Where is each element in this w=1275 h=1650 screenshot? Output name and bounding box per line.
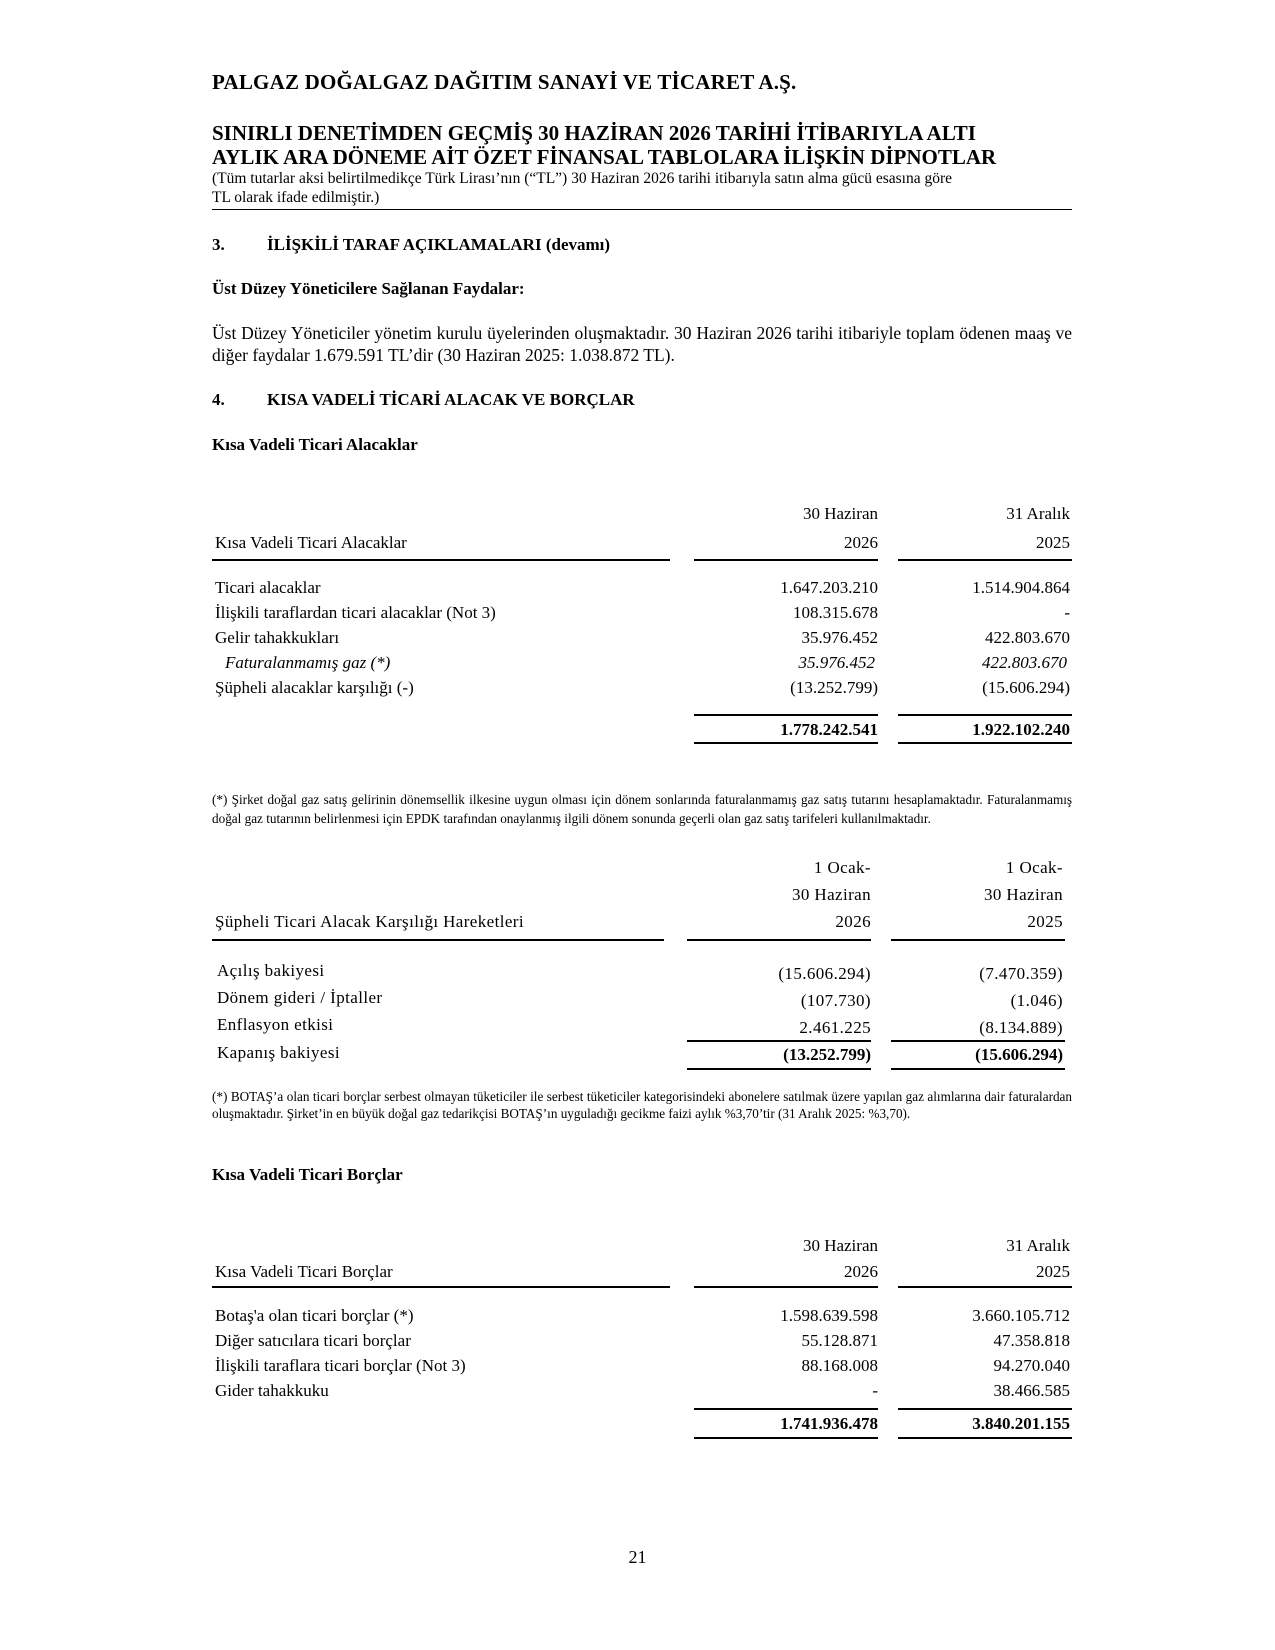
- payables-row-label: İlişkili taraflara ticari borçlar (Not 3): [215, 1356, 466, 1375]
- doubtful-label-header: Şüpheli Ticari Alacak Karşılığı Hareketleri: [215, 912, 524, 931]
- payables-header-rule-label: [212, 1286, 670, 1288]
- receivables-total-rule-bottom-col2: [898, 742, 1072, 744]
- receivables-row-label: Gelir tahakkukları: [215, 628, 340, 647]
- doubtful-row-value-2026: (107.730): [800, 991, 871, 1010]
- payables-total-rule-bottom-col2: [898, 1437, 1072, 1439]
- doubtful-row-label: Enflasyon etkisi: [217, 1015, 334, 1034]
- payables-total-2026: 1.741.936.478: [780, 1414, 878, 1433]
- receivables-col1-header-2: 2026: [844, 533, 878, 552]
- title-line-2: AYLIK ARA DÖNEME AİT ÖZET FİNANSAL TABLOLARA İLİŞKİN DİPNOTLAR: [212, 145, 997, 169]
- receivables-col2-header-1: 31 Aralık: [1006, 504, 1070, 523]
- payables-col2-header-1: 31 Aralık: [1006, 1236, 1070, 1255]
- section-4-title: KISA VADELİ TİCARİ ALACAK VE BORÇLAR: [267, 390, 635, 409]
- receivables-subtitle: Kısa Vadeli Ticari Alacaklar: [212, 435, 418, 454]
- doubtful-row-label: Açılış bakiyesi: [217, 961, 325, 980]
- receivables-header-rule-col2: [898, 559, 1072, 561]
- doubtful-row-value-2025: (1.046): [1010, 991, 1063, 1010]
- doubtful-col2-header-1: 1 Ocak-: [1005, 858, 1063, 877]
- doubtful-row-value-2026: (15.606.294): [778, 964, 871, 983]
- receivables-row-label: Şüpheli alacaklar karşılığı (-): [215, 678, 414, 697]
- payables-total-2025: 3.840.201.155: [972, 1414, 1070, 1433]
- receivables-row-label: Ticari alacaklar: [215, 578, 321, 597]
- payables-total-rule-top-col1: [694, 1408, 878, 1410]
- receivables-header-rule-label: [212, 559, 670, 561]
- currency-note: [212, 169, 1072, 207]
- section-4-heading: [212, 390, 635, 410]
- payables-label-header: Kısa Vadeli Ticari Borçlar: [215, 1262, 393, 1281]
- section-3-title: İLİŞKİLİ TARAF AÇIKLAMALARI (devamı): [267, 235, 611, 254]
- payables-subtitle: Kısa Vadeli Ticari Borçlar: [212, 1165, 403, 1184]
- doubtful-header-rule-col2: [891, 939, 1065, 941]
- section-3-heading: [212, 235, 610, 255]
- payables-row-value-2026: 55.128.871: [801, 1331, 878, 1350]
- receivables-total-rule-bottom-col1: [694, 742, 878, 744]
- doubtful-total-rule-top-col2: [891, 1040, 1065, 1042]
- receivables-row-value-2025-sub: 422.803.670: [982, 653, 1067, 672]
- doubtful-col1-header-1: 1 Ocak-: [813, 858, 871, 877]
- payables-row-value-2026: 1.598.639.598: [780, 1306, 878, 1325]
- doubtful-col1-header-3: 2026: [835, 912, 871, 931]
- receivables-row-value-2026: 108.315.678: [793, 603, 878, 622]
- section-4-number: 4.: [212, 390, 225, 409]
- doubtful-total-2025: (15.606.294): [975, 1045, 1063, 1064]
- receivables-header-rule-col1: [694, 559, 878, 561]
- receivables-col2-header-2: 2025: [1036, 533, 1070, 552]
- receivables-label-header: Kısa Vadeli Ticari Alacaklar: [215, 533, 407, 552]
- receivables-row-label: İlişkili taraflardan ticari alacaklar (Not 3): [215, 603, 496, 622]
- section-3-subtitle: Üst Düzey Yöneticilere Sağlanan Faydalar:: [212, 279, 525, 298]
- doubtful-row-label: Dönem gideri / İptaller: [217, 988, 383, 1007]
- payables-header-rule-col2: [898, 1286, 1072, 1288]
- receivables-row-value-2025: 1.514.904.864: [972, 578, 1070, 597]
- doubtful-col2-header-2: 30 Haziran: [983, 885, 1063, 904]
- receivables-footnote: (*) Şirket doğal gaz satış gelirinin dönemsellik ilkesine uygun olması için dönem sonlarında faturalanmamış gaz satış tutarını hesaplamaktadır. Faturalanmamış doğal gaz tutarının belirlenmesi için EPDK tarafından onaylanmış ilgili dönem sonunda geçerli olan gaz satış tarifeleri kullanılmaktadır.: [212, 792, 1072, 826]
- payables-row-value-2026: -: [872, 1381, 878, 1400]
- receivables-total-rule-top-col2: [898, 714, 1072, 716]
- receivables-row-value-2025: -: [1064, 603, 1070, 622]
- currency-note-line-1: (Tüm tutarlar aksi belirtilmedikçe Türk Lirası’nın (“TL”) 30 Haziran 2026 tarihi itibarıyla satın alma gücü esasına göre: [212, 170, 953, 187]
- doubtful-total-rule-bottom-col2: [891, 1068, 1065, 1070]
- doubtful-total-label: Kapanış bakiyesi: [217, 1043, 341, 1062]
- doubtful-total-2026: (13.252.799): [783, 1045, 871, 1064]
- doubtful-col2-header-3: 2025: [1027, 912, 1063, 931]
- payables-row-label: Botaş'a olan ticari borçlar (*): [215, 1306, 414, 1325]
- document-title: [212, 121, 996, 169]
- payables-row-label: Gider tahakkuku: [215, 1381, 329, 1400]
- payables-row-label: Diğer satıcılara ticari borçlar: [215, 1331, 411, 1350]
- payables-row-value-2025: 3.660.105.712: [972, 1306, 1070, 1325]
- receivables-row-value-2026: 1.647.203.210: [780, 578, 878, 597]
- payables-total-rule-top-col2: [898, 1408, 1072, 1410]
- currency-note-line-2: TL olarak ifade edilmiştir.): [212, 189, 380, 206]
- receivables-row-value-2026: 35.976.452: [801, 628, 878, 647]
- payables-col2-header-2: 2025: [1036, 1262, 1070, 1281]
- payables-row-value-2025: 94.270.040: [993, 1356, 1070, 1375]
- payables-footnote: (*) BOTAŞ’a olan ticari borçlar serbest olmayan tüketiciler ile serbest tüketiciler kategorisindeki abonelere satılmak üzere yapılan gaz alımlarına dair faturalardan oluşmaktadır. Şirket’in en büyük doğal gaz tedarikçisi BOTAŞ’ın uyguladığı gecikme faizi aylık %3,70’tir (31 Aralık 2025: %3,70).: [212, 1089, 1072, 1121]
- page-number: 21: [628, 1547, 647, 1567]
- payables-total-rule-bottom-col1: [694, 1437, 878, 1439]
- doubtful-header-rule-col1: [687, 939, 871, 941]
- title-line-1: SINIRLI DENETİMDEN GEÇMİŞ 30 HAZİRAN 2026 TARİHİ İTİBARIYLA ALTI: [212, 121, 976, 145]
- receivables-row-value-2025: (15.606.294): [982, 678, 1070, 697]
- receivables-row-value-2026: (13.252.799): [790, 678, 878, 697]
- payables-header-rule-col1: [694, 1286, 878, 1288]
- receivables-col1-header-1: 30 Haziran: [802, 504, 878, 523]
- payables-row-value-2025: 47.358.818: [993, 1331, 1070, 1350]
- section-3-number: 3.: [212, 235, 225, 254]
- company-name: PALGAZ DOĞALGAZ DAĞITIM SANAYİ VE TİCARET A.Ş.: [212, 70, 797, 94]
- doubtful-row-value-2026: 2.461.225: [799, 1018, 871, 1037]
- header-divider: [212, 209, 1072, 210]
- payables-row-value-2025: 38.466.585: [993, 1381, 1070, 1400]
- payables-col1-header-1: 30 Haziran: [802, 1236, 878, 1255]
- payables-row-value-2026: 88.168.008: [801, 1356, 878, 1375]
- doubtful-header-rule-label: [212, 939, 664, 941]
- doubtful-row-value-2025: (7.470.359): [979, 964, 1063, 983]
- doubtful-col1-header-2: 30 Haziran: [791, 885, 871, 904]
- payables-col1-header-2: 2026: [844, 1262, 878, 1281]
- receivables-total-2026: 1.778.242.541: [780, 720, 878, 739]
- receivables-row-value-2025: 422.803.670: [985, 628, 1070, 647]
- receivables-total-2025: 1.922.102.240: [972, 720, 1070, 739]
- receivables-row-value-2026-sub: 35.976.452: [798, 653, 875, 672]
- section-3-paragraph: Üst Düzey Yöneticiler yönetim kurulu üyelerinden oluşmaktadır. 30 Haziran 2026 tarihi itibariyle toplam ödenen maaş ve diğer faydalar 1.679.591 TL’dir (30 Haziran 2025: 1.038.872 TL).: [212, 323, 1072, 365]
- doubtful-total-rule-bottom-col1: [687, 1068, 871, 1070]
- doubtful-total-rule-top-col1: [687, 1040, 871, 1042]
- receivables-total-rule-top-col1: [694, 714, 878, 716]
- doubtful-row-value-2025: (8.134.889): [979, 1018, 1063, 1037]
- receivables-row-label-sub: Faturalanmamış gaz (*): [225, 653, 391, 672]
